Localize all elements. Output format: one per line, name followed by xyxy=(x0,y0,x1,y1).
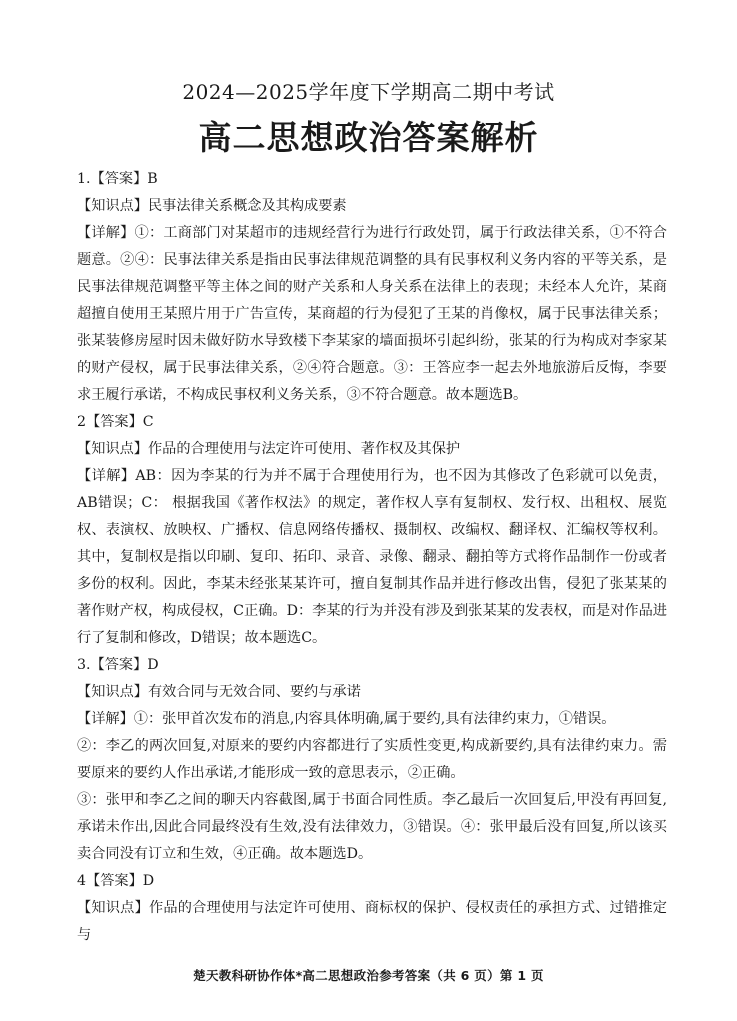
answer-content xyxy=(77,166,667,949)
exam-subtitle: 2024—2025学年度下学期高二期中考试 xyxy=(182,80,555,104)
q2-knowledge-point: 【知识点】作品的合理使用与法定许可使用、著作权及其保护 xyxy=(77,441,461,457)
q1-knowledge-point: 【知识点】民事法律关系概念及其构成要素 xyxy=(77,198,347,214)
q3-detail-continued: ②：李乙的两次回复,对原来的要约内容都进行了实质性变更,构成新要约,具有法律约束力。需要原来的要约人作出承诺,才能形成一致的意思表示，②正确。 xyxy=(77,738,667,781)
q3-knowledge-point: 【知识点】有效合同与无效合同、要约与承诺 xyxy=(77,684,361,700)
page-footer: 楚天教科研协作体*高二思想政治参考答案（共 6 页）第 1 页 xyxy=(193,968,544,983)
q3-answer: 3.【答案】D xyxy=(77,657,159,673)
q1-answer: 1.【答案】B xyxy=(77,171,158,187)
q4-knowledge-point: 【知识点】作品的合理使用与法定许可使用、商标权的保护、侵权责任的承担方式、过错推定与 xyxy=(77,900,667,943)
q2-detail: 【详解】AB：因为李某的行为并不属于合理使用行为，也不因为其修改了色彩就可以免责，AB错误；C： 根据我国《著作权法》的规定，著作权人享有复制权、发行权、出租权、展览权、表演权、放映权、广播权、信息网络传播权、摄制权、改编权、翻译权、汇编权等权利。其中，复制权是指以印刷、复印、拓印、录音、录像、翻录、翻拍等方式将作品制作一份或者多份的权利。因此，李某未经张某某许可，擅自复制其作品并进行修改出售，侵犯了张某某的著作财产权，构成侵权，C正确。D：李某的行为并没有涉及到张某某的发表权，而是对作品进行了复制和修改，D错误；故本题选C。 xyxy=(77,468,667,646)
document-title: 高二思想政治答案解析 xyxy=(198,118,539,157)
q3-detail-continued: ③：张甲和李乙之间的聊天内容截图,属于书面合同性质。李乙最后一次回复后,甲没有再回复,承诺未作出,因此合同最终没有生效,没有法律效力，③错误。④：张甲最后没有回复,所以该买卖合同没有订立和生效，④正确。故本题选D。 xyxy=(77,792,667,862)
q1-detail: 【详解】①：工商部门对某超市的违规经营行为进行行政处罚，属于行政法律关系，①不符合题意。②④：民事法律关系是指由民事法律规范调整的具有民事权利义务内容的平等关系，是民事法律规范调整平等主体之间的财产关系和人身关系在法律上的表现；未经本人允许，某商超擅自使用王某照片用于广告宣传，某商超的行为侵犯了王某的肖像权，属于民事法律关系；张某装修房屋时因未做好防水导致楼下李某家的墙面损坏引起纠纷，张某的行为构成对李家某的财产侵权，属于民事法律关系，②④符合题意。③：王答应李一起去外地旅游后反悔，李要求王履行承诺，不构成民事权利义务关系，③不符合题意。故本题选B。 xyxy=(77,225,667,403)
q2-answer: 2【答案】C xyxy=(77,414,154,430)
q4-answer: 4【答案】D xyxy=(77,873,155,889)
q3-detail: 【详解】①：张甲首次发布的消息,内容具体明确,属于要约,具有法律约束力，①错误。 xyxy=(77,711,616,727)
